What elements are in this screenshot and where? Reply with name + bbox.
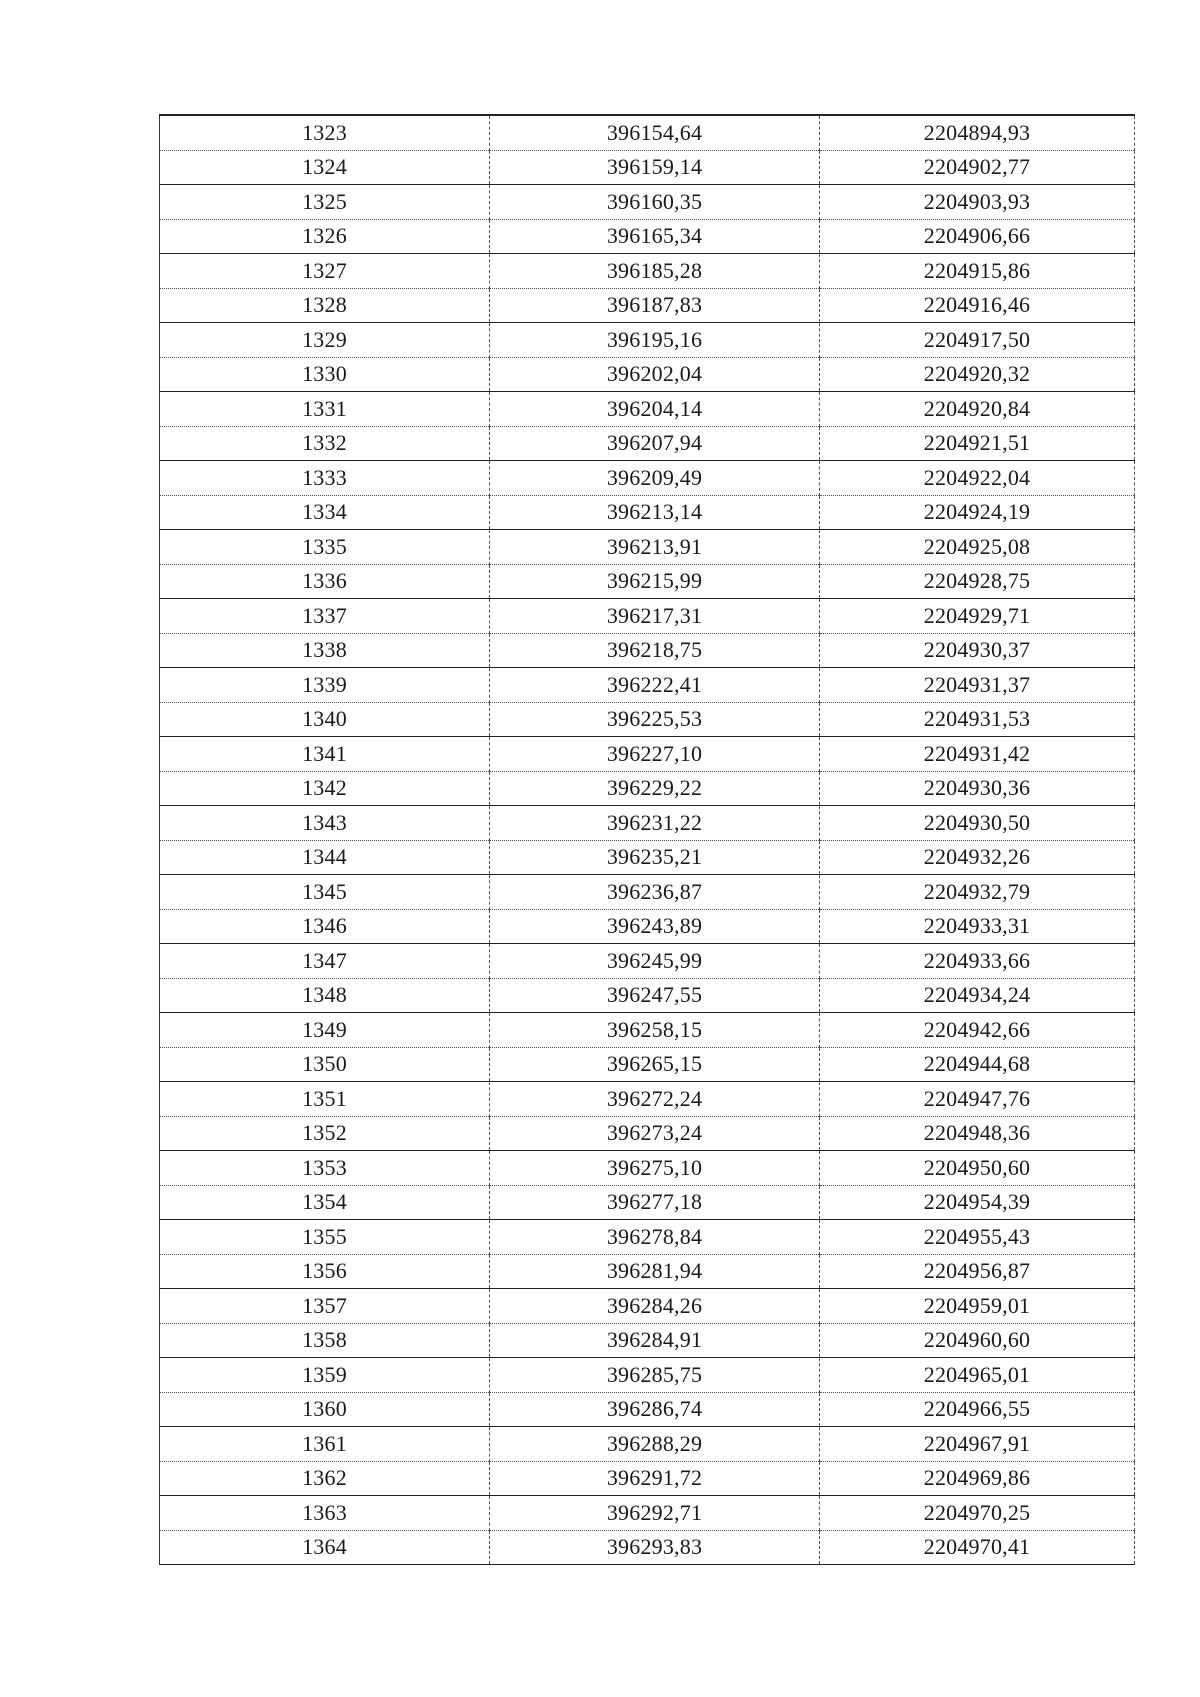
x-coordinate-cell: 396218,75 xyxy=(490,633,820,668)
y-coordinate-cell: 2204932,79 xyxy=(820,875,1135,910)
table-row xyxy=(160,668,1135,703)
y-coordinate-cell: 2204965,01 xyxy=(820,1358,1135,1393)
x-coordinate-cell: 396236,87 xyxy=(490,875,820,910)
x-coordinate-cell: 396285,75 xyxy=(490,1358,820,1393)
point-number-cell: 1348 xyxy=(160,978,490,1013)
table-row xyxy=(160,840,1135,875)
x-coordinate-cell: 396292,71 xyxy=(490,1496,820,1531)
table-row xyxy=(160,633,1135,668)
x-coordinate-cell: 396286,74 xyxy=(490,1392,820,1427)
point-number-cell: 1326 xyxy=(160,219,490,254)
y-coordinate-cell: 2204924,19 xyxy=(820,495,1135,530)
y-coordinate-cell: 2204956,87 xyxy=(820,1254,1135,1289)
point-number-cell: 1327 xyxy=(160,254,490,289)
table-row xyxy=(160,1254,1135,1289)
x-coordinate-cell: 396258,15 xyxy=(490,1013,820,1048)
point-number-cell: 1349 xyxy=(160,1013,490,1048)
table-row xyxy=(160,219,1135,254)
point-number-cell: 1358 xyxy=(160,1323,490,1358)
table-row xyxy=(160,288,1135,323)
table-row xyxy=(160,150,1135,185)
table-row xyxy=(160,1116,1135,1151)
x-coordinate-cell: 396235,21 xyxy=(490,840,820,875)
x-coordinate-cell: 396213,14 xyxy=(490,495,820,530)
point-number-cell: 1329 xyxy=(160,323,490,358)
y-coordinate-cell: 2204966,55 xyxy=(820,1392,1135,1427)
point-number-cell: 1357 xyxy=(160,1289,490,1324)
y-coordinate-cell: 2204902,77 xyxy=(820,150,1135,185)
x-coordinate-cell: 396187,83 xyxy=(490,288,820,323)
y-coordinate-cell: 2204950,60 xyxy=(820,1151,1135,1186)
table-row xyxy=(160,978,1135,1013)
table-row xyxy=(160,495,1135,530)
point-number-cell: 1363 xyxy=(160,1496,490,1531)
x-coordinate-cell: 396275,10 xyxy=(490,1151,820,1186)
x-coordinate-cell: 396288,29 xyxy=(490,1427,820,1462)
y-coordinate-cell: 2204931,42 xyxy=(820,737,1135,772)
table-row xyxy=(160,1185,1135,1220)
point-number-cell: 1337 xyxy=(160,599,490,634)
point-number-cell: 1362 xyxy=(160,1461,490,1496)
table-row xyxy=(160,1358,1135,1393)
table-row xyxy=(160,599,1135,634)
y-coordinate-cell: 2204930,50 xyxy=(820,806,1135,841)
x-coordinate-cell: 396284,91 xyxy=(490,1323,820,1358)
y-coordinate-cell: 2204969,86 xyxy=(820,1461,1135,1496)
table-row xyxy=(160,392,1135,427)
x-coordinate-cell: 396225,53 xyxy=(490,702,820,737)
y-coordinate-cell: 2204967,91 xyxy=(820,1427,1135,1462)
point-number-cell: 1343 xyxy=(160,806,490,841)
point-number-cell: 1353 xyxy=(160,1151,490,1186)
point-number-cell: 1347 xyxy=(160,944,490,979)
y-coordinate-cell: 2204931,53 xyxy=(820,702,1135,737)
x-coordinate-cell: 396247,55 xyxy=(490,978,820,1013)
table-row xyxy=(160,1392,1135,1427)
x-coordinate-cell: 396165,34 xyxy=(490,219,820,254)
coordinates-table-body xyxy=(160,115,1135,1565)
point-number-cell: 1346 xyxy=(160,909,490,944)
x-coordinate-cell: 396229,22 xyxy=(490,771,820,806)
table-row xyxy=(160,1530,1135,1565)
table-row xyxy=(160,1323,1135,1358)
table-row xyxy=(160,530,1135,565)
x-coordinate-cell: 396209,49 xyxy=(490,461,820,496)
x-coordinate-cell: 396207,94 xyxy=(490,426,820,461)
x-coordinate-cell: 396281,94 xyxy=(490,1254,820,1289)
y-coordinate-cell: 2204920,32 xyxy=(820,357,1135,392)
y-coordinate-cell: 2204930,36 xyxy=(820,771,1135,806)
table-row xyxy=(160,254,1135,289)
table-row xyxy=(160,737,1135,772)
y-coordinate-cell: 2204929,71 xyxy=(820,599,1135,634)
y-coordinate-cell: 2204916,46 xyxy=(820,288,1135,323)
point-number-cell: 1345 xyxy=(160,875,490,910)
y-coordinate-cell: 2204917,50 xyxy=(820,323,1135,358)
table-row xyxy=(160,323,1135,358)
table-row xyxy=(160,1013,1135,1048)
x-coordinate-cell: 396265,15 xyxy=(490,1047,820,1082)
y-coordinate-cell: 2204942,66 xyxy=(820,1013,1135,1048)
table-row xyxy=(160,771,1135,806)
x-coordinate-cell: 396278,84 xyxy=(490,1220,820,1255)
table-row xyxy=(160,875,1135,910)
point-number-cell: 1328 xyxy=(160,288,490,323)
x-coordinate-cell: 396202,04 xyxy=(490,357,820,392)
y-coordinate-cell: 2204954,39 xyxy=(820,1185,1135,1220)
table-row xyxy=(160,1289,1135,1324)
x-coordinate-cell: 396277,18 xyxy=(490,1185,820,1220)
point-number-cell: 1355 xyxy=(160,1220,490,1255)
x-coordinate-cell: 396293,83 xyxy=(490,1530,820,1565)
table-row xyxy=(160,1082,1135,1117)
point-number-cell: 1338 xyxy=(160,633,490,668)
point-number-cell: 1342 xyxy=(160,771,490,806)
x-coordinate-cell: 396272,24 xyxy=(490,1082,820,1117)
x-coordinate-cell: 396227,10 xyxy=(490,737,820,772)
y-coordinate-cell: 2204959,01 xyxy=(820,1289,1135,1324)
y-coordinate-cell: 2204928,75 xyxy=(820,564,1135,599)
x-coordinate-cell: 396160,35 xyxy=(490,185,820,220)
x-coordinate-cell: 396159,14 xyxy=(490,150,820,185)
point-number-cell: 1330 xyxy=(160,357,490,392)
point-number-cell: 1341 xyxy=(160,737,490,772)
table-row xyxy=(160,944,1135,979)
point-number-cell: 1340 xyxy=(160,702,490,737)
x-coordinate-cell: 396215,99 xyxy=(490,564,820,599)
x-coordinate-cell: 396213,91 xyxy=(490,530,820,565)
y-coordinate-cell: 2204931,37 xyxy=(820,668,1135,703)
point-number-cell: 1323 xyxy=(160,115,490,150)
coordinates-table xyxy=(159,114,1135,1565)
point-number-cell: 1325 xyxy=(160,185,490,220)
table-row xyxy=(160,806,1135,841)
y-coordinate-cell: 2204921,51 xyxy=(820,426,1135,461)
y-coordinate-cell: 2204960,60 xyxy=(820,1323,1135,1358)
y-coordinate-cell: 2204955,43 xyxy=(820,1220,1135,1255)
point-number-cell: 1361 xyxy=(160,1427,490,1462)
x-coordinate-cell: 396195,16 xyxy=(490,323,820,358)
x-coordinate-cell: 396231,22 xyxy=(490,806,820,841)
y-coordinate-cell: 2204944,68 xyxy=(820,1047,1135,1082)
table-row xyxy=(160,1427,1135,1462)
x-coordinate-cell: 396273,24 xyxy=(490,1116,820,1151)
table-row xyxy=(160,1151,1135,1186)
table-row xyxy=(160,426,1135,461)
point-number-cell: 1354 xyxy=(160,1185,490,1220)
x-coordinate-cell: 396185,28 xyxy=(490,254,820,289)
y-coordinate-cell: 2204933,31 xyxy=(820,909,1135,944)
table-row xyxy=(160,1220,1135,1255)
y-coordinate-cell: 2204970,25 xyxy=(820,1496,1135,1531)
y-coordinate-cell: 2204920,84 xyxy=(820,392,1135,427)
y-coordinate-cell: 2204906,66 xyxy=(820,219,1135,254)
point-number-cell: 1364 xyxy=(160,1530,490,1565)
point-number-cell: 1336 xyxy=(160,564,490,599)
y-coordinate-cell: 2204947,76 xyxy=(820,1082,1135,1117)
table-row xyxy=(160,115,1135,150)
y-coordinate-cell: 2204922,04 xyxy=(820,461,1135,496)
y-coordinate-cell: 2204903,93 xyxy=(820,185,1135,220)
point-number-cell: 1359 xyxy=(160,1358,490,1393)
point-number-cell: 1331 xyxy=(160,392,490,427)
table-row xyxy=(160,1496,1135,1531)
point-number-cell: 1335 xyxy=(160,530,490,565)
y-coordinate-cell: 2204934,24 xyxy=(820,978,1135,1013)
table-row xyxy=(160,702,1135,737)
y-coordinate-cell: 2204925,08 xyxy=(820,530,1135,565)
y-coordinate-cell: 2204948,36 xyxy=(820,1116,1135,1151)
table-row xyxy=(160,909,1135,944)
x-coordinate-cell: 396284,26 xyxy=(490,1289,820,1324)
x-coordinate-cell: 396154,64 xyxy=(490,115,820,150)
table-row xyxy=(160,357,1135,392)
y-coordinate-cell: 2204915,86 xyxy=(820,254,1135,289)
point-number-cell: 1360 xyxy=(160,1392,490,1427)
point-number-cell: 1351 xyxy=(160,1082,490,1117)
x-coordinate-cell: 396243,89 xyxy=(490,909,820,944)
y-coordinate-cell: 2204933,66 xyxy=(820,944,1135,979)
point-number-cell: 1352 xyxy=(160,1116,490,1151)
table-row xyxy=(160,185,1135,220)
table-row xyxy=(160,461,1135,496)
point-number-cell: 1333 xyxy=(160,461,490,496)
y-coordinate-cell: 2204930,37 xyxy=(820,633,1135,668)
x-coordinate-cell: 396245,99 xyxy=(490,944,820,979)
table-row xyxy=(160,1047,1135,1082)
table-row xyxy=(160,564,1135,599)
point-number-cell: 1324 xyxy=(160,150,490,185)
y-coordinate-cell: 2204970,41 xyxy=(820,1530,1135,1565)
x-coordinate-cell: 396204,14 xyxy=(490,392,820,427)
x-coordinate-cell: 396291,72 xyxy=(490,1461,820,1496)
point-number-cell: 1332 xyxy=(160,426,490,461)
point-number-cell: 1350 xyxy=(160,1047,490,1082)
y-coordinate-cell: 2204894,93 xyxy=(820,115,1135,150)
table-row xyxy=(160,1461,1135,1496)
point-number-cell: 1356 xyxy=(160,1254,490,1289)
x-coordinate-cell: 396222,41 xyxy=(490,668,820,703)
y-coordinate-cell: 2204932,26 xyxy=(820,840,1135,875)
x-coordinate-cell: 396217,31 xyxy=(490,599,820,634)
point-number-cell: 1339 xyxy=(160,668,490,703)
point-number-cell: 1344 xyxy=(160,840,490,875)
point-number-cell: 1334 xyxy=(160,495,490,530)
